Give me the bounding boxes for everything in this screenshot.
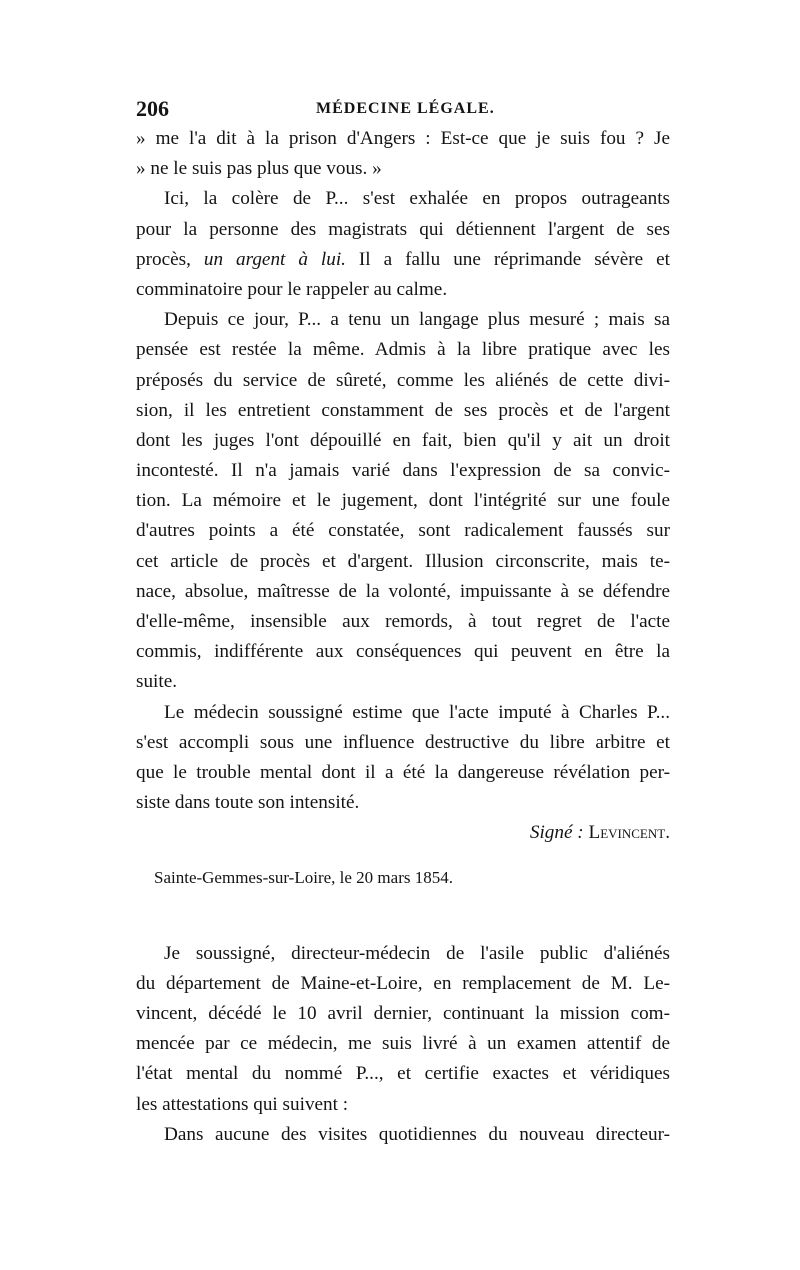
italic-phrase: un argent à lui. bbox=[203, 248, 346, 270]
text-line: Dans aucune des visites quotidiennes du nouveau directeur- bbox=[164, 1123, 670, 1145]
text-line: Le médecin soussigné estime que l'acte imputé à Charles P... bbox=[164, 701, 670, 723]
text-line: s'est accompli sous une influence destructive du libre arbitre et bbox=[136, 731, 670, 753]
text-line: mencée par ce médecin, me suis livré à un examen attentif de bbox=[136, 1033, 670, 1055]
text-line: d'elle-même, insensible aux remords, à tout regret de l'acte bbox=[136, 611, 670, 632]
text-line: que le trouble mental dont il a été la dangereuse révélation per- bbox=[136, 761, 670, 783]
text-line: nace, absolue, maîtresse de la volonté, impuissante à se défendre bbox=[136, 580, 670, 602]
page-header bbox=[136, 96, 670, 122]
text-line: dont les juges l'ont dépouillé en fait, bien qu'il y ait un droit bbox=[136, 429, 670, 451]
spacer bbox=[136, 849, 670, 863]
text-line: Je soussigné, directeur-médecin de l'asile public d'aliénés bbox=[164, 942, 670, 964]
text-line: suite. bbox=[136, 671, 178, 693]
text-line: » me l'a dit à la prison d'Angers : Est-ce que je suis fou ? Je bbox=[136, 128, 670, 149]
text-line: les attestations qui suivent : bbox=[136, 1093, 349, 1115]
text-fragment: procès, bbox=[136, 248, 204, 270]
text-line: pensée est restée la même. Admis à la libre pratique avec les bbox=[136, 339, 670, 361]
body-text bbox=[136, 124, 670, 1150]
text-line: cet article de procès et d'argent. Illusion circonscrite, mais te- bbox=[136, 550, 670, 572]
text-line: Ici, la colère de P... s'est exhalée en propos outrageants bbox=[164, 188, 670, 210]
text-line: du département de Maine-et-Loire, en remplacement de M. Le- bbox=[136, 972, 670, 994]
signature-label: Signé : bbox=[529, 822, 589, 844]
text-fragment: Il a fallu une réprimande sévère et bbox=[345, 248, 670, 270]
text-line: l'état mental du nommé P..., et certifie exactes et véridiques bbox=[136, 1063, 670, 1085]
running-title: MÉDECINE LÉGALE. bbox=[316, 100, 495, 117]
text-line: siste dans toute son intensité. bbox=[136, 792, 360, 814]
spacer bbox=[136, 893, 670, 939]
text-line: » ne le suis pas plus que vous. » bbox=[136, 158, 382, 180]
dateline: Sainte-Gemmes-sur-Loire, le 20 mars 1854. bbox=[154, 867, 453, 887]
text-line bbox=[136, 245, 670, 275]
text-line: pour la personne des magistrats qui détiennent l'argent de ses bbox=[136, 218, 670, 240]
signature-name: Levincent. bbox=[588, 822, 670, 844]
signature-line bbox=[136, 818, 670, 848]
text-line: commis, indifférente aux conséquences qui peuvent en être la bbox=[136, 641, 670, 663]
text-line: vincent, décédé le 10 avril dernier, continuant la mission com- bbox=[136, 1003, 670, 1025]
text-line: d'autres points a été constatée, sont radicalement faussés sur bbox=[136, 520, 670, 542]
text-line: Depuis ce jour, P... a tenu un langage plus mesuré ; mais sa bbox=[164, 309, 670, 331]
text-line: tion. La mémoire et le jugement, dont l'intégrité sur une foule bbox=[136, 490, 670, 512]
text-line: préposés du service de sûreté, comme les aliénés de cette divi- bbox=[136, 369, 670, 391]
text-line: sion, il les entretient constamment de ses procès et de l'argent bbox=[136, 399, 670, 421]
text-line: incontesté. Il n'a jamais varié dans l'expression de sa convic- bbox=[136, 460, 670, 482]
page-number: 206 bbox=[136, 96, 169, 121]
text-line: comminatoire pour le rappeler au calme. bbox=[136, 278, 448, 300]
